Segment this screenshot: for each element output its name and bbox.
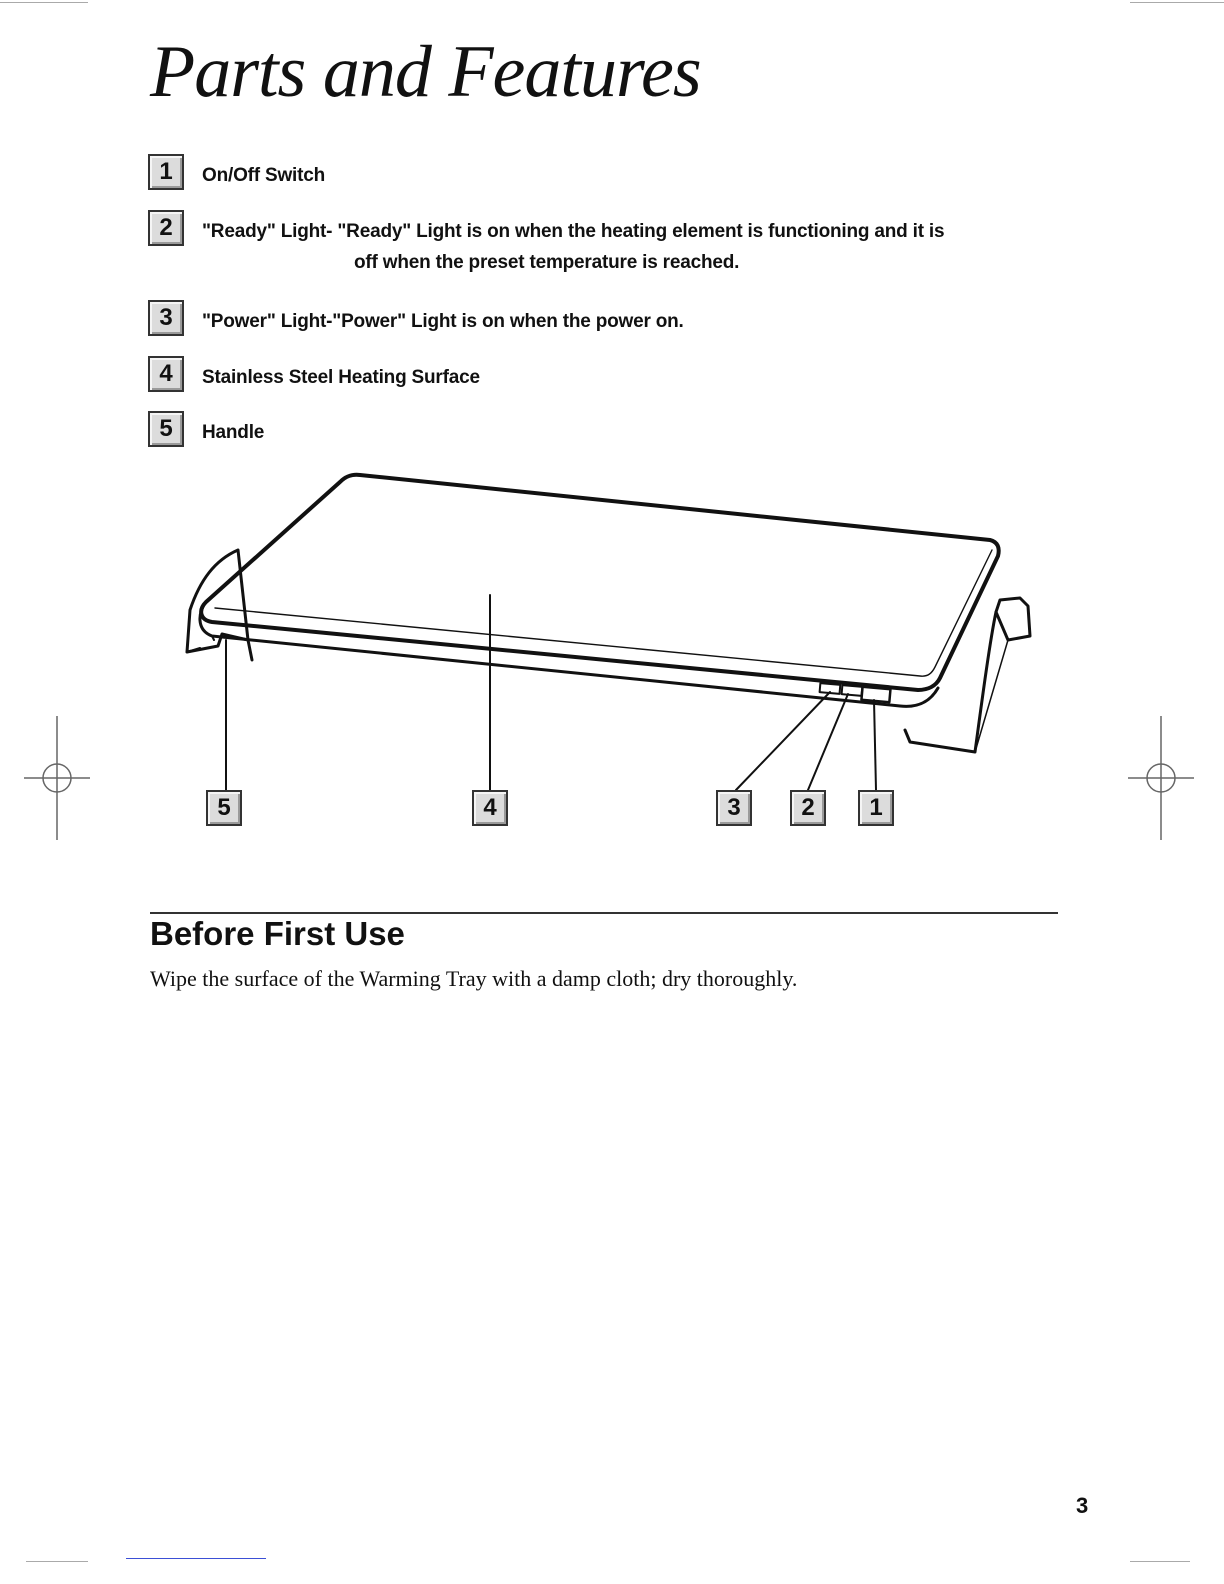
part-label: "Ready" Light-	[202, 221, 333, 242]
right-handle	[996, 598, 1030, 640]
part-number-badge: 1	[148, 154, 184, 190]
part-text	[202, 362, 480, 393]
page-number: 3	[1076, 1493, 1089, 1518]
part-item-3	[148, 300, 684, 337]
crop-mark-top-right	[1130, 2, 1224, 3]
part-text	[202, 160, 325, 191]
callout-4: 4	[472, 790, 508, 826]
part-number-badge: 4	[148, 356, 184, 392]
part-item-1	[148, 154, 325, 191]
callout-5: 5	[206, 790, 242, 826]
part-label: "Power" Light-	[202, 311, 333, 332]
part-number-badge: 5	[148, 411, 184, 447]
part-item-2	[148, 210, 944, 278]
part-label: Stainless Steel Heating Surface	[202, 367, 480, 388]
part-text	[202, 306, 684, 337]
part-label: On/Off Switch	[202, 165, 326, 186]
power-light	[842, 685, 863, 696]
warming-tray-illustration	[0, 440, 1224, 860]
section-divider	[150, 912, 1058, 914]
heating-surface-outline	[201, 475, 999, 690]
left-handle	[187, 550, 252, 660]
on-off-switch	[861, 687, 890, 702]
crop-mark-top-left	[0, 2, 88, 3]
page-title: Parts and Features	[150, 31, 701, 113]
section-title: Before First Use	[150, 915, 405, 952]
callout-1: 1	[858, 790, 894, 826]
section-body: Wipe the surface of the Warming Tray with a damp cloth; dry thoroughly.	[150, 966, 798, 991]
callout-2: 2	[790, 790, 826, 826]
part-description-continued: off when the preset temperature is reached.	[354, 252, 740, 273]
part-number-badge: 3	[148, 300, 184, 336]
callout-3: 3	[716, 790, 752, 826]
crop-mark-bottom-right	[1130, 1561, 1190, 1562]
crop-mark-bottom-left	[26, 1561, 88, 1562]
part-item-4	[148, 356, 480, 393]
part-number-badge: 2	[148, 210, 184, 246]
part-description: "Power" Light is on when the power on.	[332, 311, 684, 332]
part-label: Handle	[202, 422, 265, 443]
link-underline	[126, 1558, 266, 1559]
part-text	[202, 216, 944, 278]
part-description: "Ready" Light is on when the heating element is functioning and it is	[337, 221, 945, 242]
